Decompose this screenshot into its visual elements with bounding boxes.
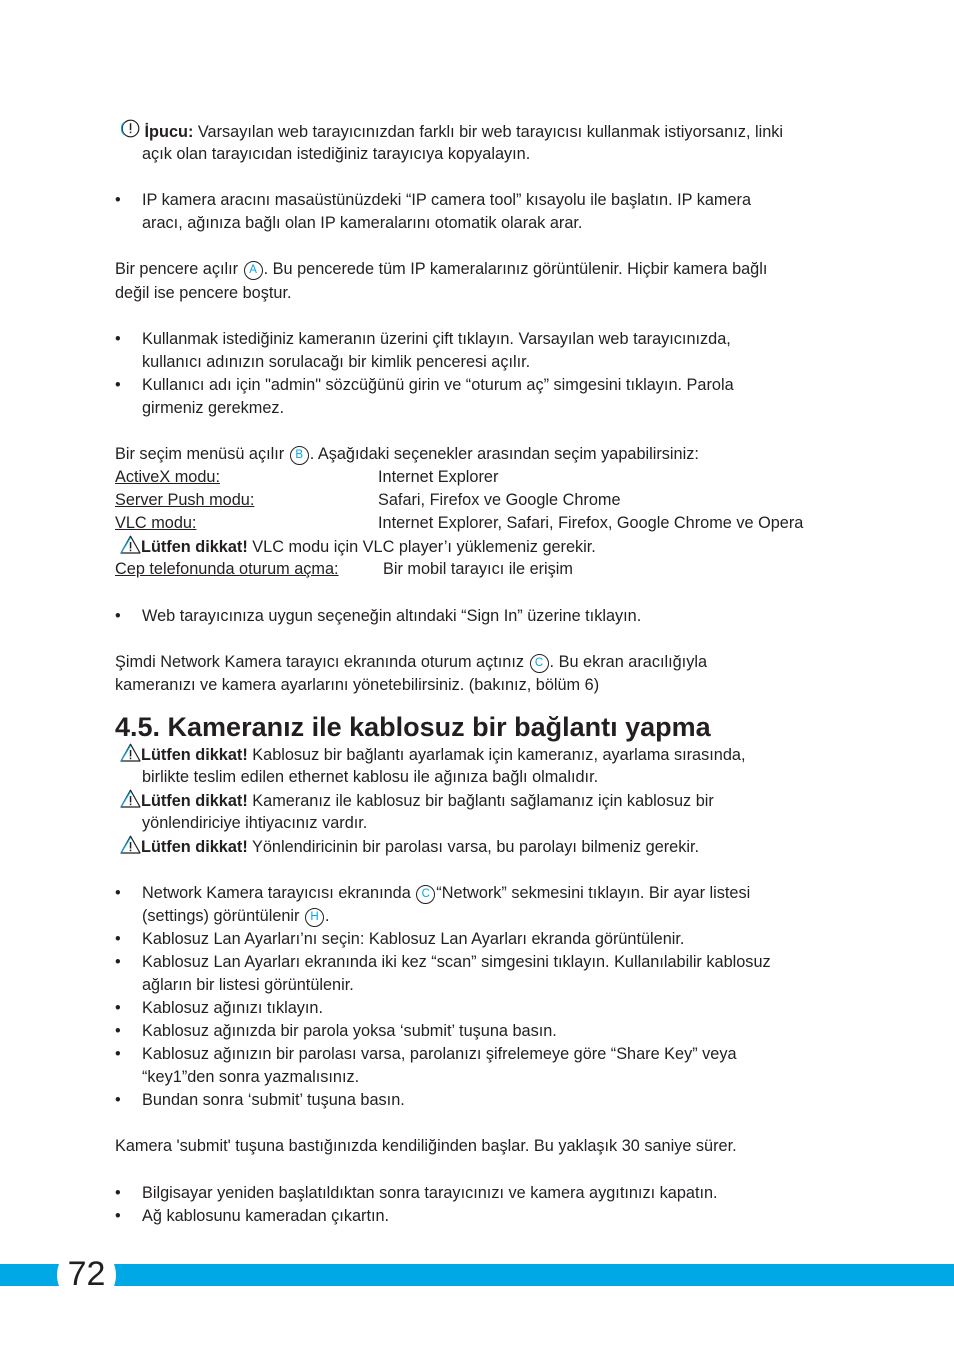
warning-password	[120, 835, 699, 859]
paragraph-text: . Bu pencerede tüm IP kameralarınız görüntülenir. Hiçbir kamera bağlı	[263, 260, 768, 278]
step-admin-line2: girmeniz gerekmez.	[142, 399, 285, 417]
bullet-marker: •	[115, 884, 121, 902]
mode-value-server-push: Safari, Firefox ve Google Chrome	[378, 491, 621, 509]
bullet-marker: •	[115, 191, 121, 209]
bullet-marker: •	[115, 930, 121, 948]
step-network-tab-line2	[142, 905, 330, 928]
paragraph-window-opens-line2: değil ise pencere boştur.	[115, 284, 292, 302]
bullet-marker: •	[115, 999, 121, 1017]
warning-triangle-icon	[120, 743, 141, 762]
warning-ethernet-line2: birlikte teslim edilen ethernet kablosu ile ağınıza bağlı olmalıdır.	[142, 768, 599, 786]
bullet-marker: •	[115, 1207, 121, 1225]
step-launch-tool-line1: IP kamera aracını masaüstünüzdeki “IP camera tool” kısayolu ile başlatın. IP kamera	[142, 191, 752, 209]
paragraph-restart: Kamera 'submit' tuşuna bastığınızda kendiliğinden başlar. Bu yaklaşık 30 saniye sürer.	[115, 1137, 737, 1155]
warning-label: Lütfen dikkat!	[141, 746, 248, 764]
step-text: .	[325, 907, 330, 925]
warning-ethernet	[120, 743, 745, 767]
step-close-browser: Bilgisayar yeniden başlatıldıktan sonra tarayıcınızı ve kamera aygıtınızı kapatın.	[142, 1184, 718, 1202]
bullet-marker: •	[115, 1045, 121, 1063]
paragraph-text: Şimdi Network Kamera tarayıcı ekranında oturum açtınız	[115, 653, 525, 671]
mode-value-vlc: Internet Explorer, Safari, Firefox, Google Chrome ve Opera	[378, 514, 804, 532]
tip-text-line2: açık olan tarayıcıdan istediğiniz tarayıcıya kopyalayın.	[142, 145, 531, 163]
paragraph-text: . Bu ekran aracılığıyla	[549, 653, 708, 671]
warning-label: Lütfen dikkat!	[141, 792, 248, 810]
info-exclamation-icon	[121, 119, 140, 138]
step-unplug-cable: Ağ kablosunu kameradan çıkartın.	[142, 1207, 390, 1225]
mode-value-activex: Internet Explorer	[378, 468, 499, 486]
step-text: “Network” sekmesini tıklayın. Bir ayar listesi	[436, 884, 751, 902]
paragraph-text: . Aşağıdaki seçenekler arasından seçim yapabilirsiniz:	[309, 445, 699, 463]
tip-block	[121, 119, 783, 144]
step-wireless-lan: Kablosuz Lan Ayarları’nı seçin: Kablosuz Lan Ayarları ekranda görüntülenir.	[142, 930, 685, 948]
warning-router	[120, 789, 714, 813]
bullet-marker: •	[115, 1091, 121, 1109]
step-share-key-line1: Kablosuz ağınızın bir parolası varsa, parolanızı şifrelemeye göre “Share Key” veya	[142, 1045, 737, 1063]
mode-name-mobile: Cep telefonunda oturum açma:	[115, 560, 339, 578]
warning-text: Yönlendiricinin bir parolası varsa, bu parolayı bilmeniz gerekir.	[247, 838, 700, 856]
marker-h-badge: H	[305, 908, 324, 927]
warning-text: VLC modu için VLC player’ı yüklemeniz gerekir.	[247, 538, 596, 556]
tip-label: İpucu:	[144, 123, 194, 141]
bullet-marker: •	[115, 1184, 121, 1202]
footer-bar-right	[119, 1264, 954, 1286]
mode-name-activex: ActiveX modu:	[115, 468, 220, 486]
warning-triangle-icon	[120, 835, 141, 854]
step-share-key-line2: “key1”den sonra yazmalısınız.	[142, 1068, 360, 1086]
step-admin-line1: Kullanıcı adı için "admin" sözcüğünü girin ve “oturum aç” simgesini tıklayın. Parola	[142, 376, 734, 394]
warning-text: Kablosuz bir bağlantı ayarlamak için kameranız, ayarlama sırasında,	[247, 746, 746, 764]
step-click-network: Kablosuz ağınızı tıklayın.	[142, 999, 324, 1017]
bullet-marker: •	[115, 376, 121, 394]
footer-bracket-left	[54, 1264, 61, 1286]
step-double-click-line2: kullanıcı adınızın sorulacağı bir kimlik penceresi açılır.	[142, 353, 531, 371]
bullet-marker: •	[115, 607, 121, 625]
mode-value-mobile: Bir mobil tarayıcı ile erişim	[383, 560, 573, 578]
step-network-tab-line1	[142, 882, 750, 905]
paragraph-menu-opens	[115, 443, 699, 466]
warning-label: Lütfen dikkat!	[141, 538, 248, 556]
marker-b-badge: B	[290, 446, 309, 465]
tip-text-line1: Varsayılan web tarayıcınızdan farklı bir web tarayıcısı kullanmak istiyorsanız, linki	[197, 123, 784, 141]
step-text: Network Kamera tarayıcısı ekranında	[142, 884, 411, 902]
mode-name-vlc: VLC modu:	[115, 514, 197, 532]
warning-triangle-icon	[120, 535, 141, 554]
step-no-password: Kablosuz ağınızda bir parola yoksa ‘submit’ tuşuna basın.	[142, 1022, 557, 1040]
mode-name-server-push: Server Push modu:	[115, 491, 255, 509]
warning-router-line2: yönlendiriciye ihtiyacınız vardır.	[142, 814, 368, 832]
warning-triangle-icon	[120, 789, 141, 808]
footer-bracket-right	[112, 1264, 119, 1286]
paragraph-text: Bir pencere açılır	[115, 260, 239, 278]
section-heading: 4.5. Kameranız ile kablosuz bir bağlantı yapma	[115, 712, 711, 742]
step-scan-line1: Kablosuz Lan Ayarları ekranında iki kez “scan” simgesini tıklayın. Kullanılabilir kablosuz	[142, 953, 771, 971]
marker-c-badge: C	[416, 885, 435, 904]
step-text: (settings) görüntülenir	[142, 907, 300, 925]
footer-bar-left	[0, 1264, 54, 1286]
bullet-marker: •	[115, 953, 121, 971]
bullet-marker: •	[115, 330, 121, 348]
warning-text: Kameranız ile kablosuz bir bağlantı sağlamanız için kablosuz bir	[247, 792, 714, 810]
page-number: 72	[67, 1255, 106, 1293]
paragraph-logged-in	[115, 651, 707, 674]
step-launch-tool-line2: aracı, ağınıza bağlı olan IP kameralarını otomatik olarak arar.	[142, 214, 583, 232]
warning-label: Lütfen dikkat!	[141, 838, 248, 856]
paragraph-logged-in-line2: kameranızı ve kamera ayarlarını yönetebilirsiniz. (bakınız, bölüm 6)	[115, 676, 600, 694]
step-scan-line2: ağların bir listesi görüntülenir.	[142, 976, 354, 994]
step-double-click-line1: Kullanmak istediğiniz kameranın üzerini çift tıklayın. Varsayılan web tarayıcınızda,	[142, 330, 731, 348]
step-sign-in: Web tarayıcınıza uygun seçeneğin altındaki “Sign In” üzerine tıklayın.	[142, 607, 642, 625]
bullet-marker: •	[115, 1022, 121, 1040]
step-submit: Bundan sonra ‘submit’ tuşuna basın.	[142, 1091, 405, 1109]
paragraph-window-opens	[115, 258, 767, 281]
vlc-warning	[120, 535, 596, 559]
marker-a-badge: A	[244, 261, 263, 280]
marker-c-badge: C	[530, 654, 549, 673]
paragraph-text: Bir seçim menüsü açılır	[115, 445, 285, 463]
